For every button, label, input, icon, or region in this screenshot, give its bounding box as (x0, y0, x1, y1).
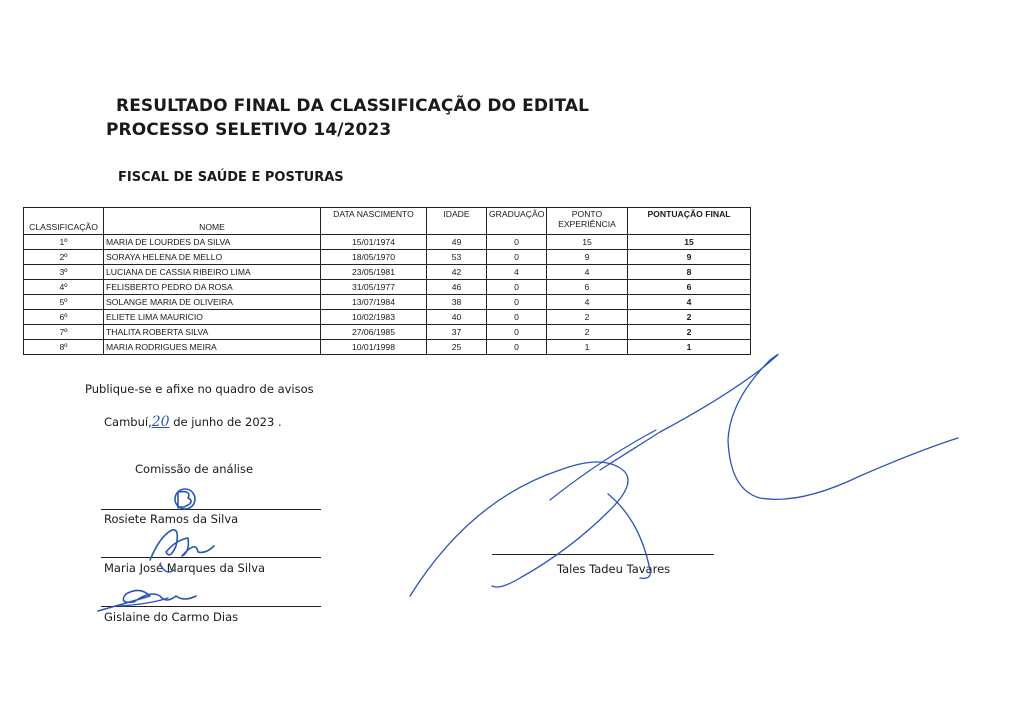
cell-pontuacao-final: 1 (628, 340, 751, 355)
cell-idade: 40 (427, 310, 487, 325)
header-pontuacao-final: PONTUAÇÃO FINAL (628, 208, 751, 235)
signature-tales (410, 354, 958, 596)
cell-classificacao: 1º (24, 235, 104, 250)
signature-gislaine (98, 590, 196, 611)
header-nome: NOME (104, 208, 321, 235)
cell-ponto-experiencia: 4 (547, 295, 628, 310)
cell-idade: 46 (427, 280, 487, 295)
cell-pontuacao-final: 8 (628, 265, 751, 280)
cell-ponto-experiencia: 6 (547, 280, 628, 295)
date-day: 20 (151, 414, 170, 430)
position-title: FISCAL DE SAÚDE E POSTURAS (118, 170, 344, 185)
cell-graduacao: 0 (487, 325, 547, 340)
cell-nome: SORAYA HELENA DE MELLO (104, 250, 321, 265)
cell-ponto-experiencia: 15 (547, 235, 628, 250)
cell-data-nascimento: 13/07/1984 (321, 295, 427, 310)
cell-graduacao: 0 (487, 310, 547, 325)
cell-pontuacao-final: 6 (628, 280, 751, 295)
signature-maria-jose (150, 530, 214, 572)
cell-pontuacao-final: 4 (628, 295, 751, 310)
cell-graduacao: 0 (487, 280, 547, 295)
cell-pontuacao-final: 2 (628, 310, 751, 325)
cell-nome: ELIETE LIMA MAURICIO (104, 310, 321, 325)
cell-graduacao: 0 (487, 235, 547, 250)
cell-data-nascimento: 31/05/1977 (321, 280, 427, 295)
header-graduacao: GRADUAÇÃO (487, 208, 547, 235)
cell-pontuacao-final: 2 (628, 325, 751, 340)
cell-ponto-experiencia: 2 (547, 310, 628, 325)
cell-classificacao: 7º (24, 325, 104, 340)
cell-nome: SOLANGE MARIA DE OLIVEIRA (104, 295, 321, 310)
cell-graduacao: 0 (487, 340, 547, 355)
cell-idade: 37 (427, 325, 487, 340)
date-rest: de junho de 2023 . (169, 415, 282, 429)
cell-classificacao: 8º (24, 340, 104, 355)
signatory-name-3: Gislaine do Carmo Dias (104, 610, 239, 624)
header-classificacao: CLASSIFICAÇÃO (24, 208, 104, 235)
header-ponto-experiencia: PONTO EXPERIÊNCIA (547, 208, 628, 235)
cell-graduacao: 0 (487, 295, 547, 310)
date-place: Cambuí, (104, 415, 152, 429)
cell-data-nascimento: 10/01/1998 (321, 340, 427, 355)
cell-classificacao: 2º (24, 250, 104, 265)
cell-data-nascimento: 18/05/1970 (321, 250, 427, 265)
cell-graduacao: 4 (487, 265, 547, 280)
cell-nome: FELISBERTO PEDRO DA ROSA (104, 280, 321, 295)
cell-data-nascimento: 23/05/1981 (321, 265, 427, 280)
committee-label: Comissão de análise (135, 462, 254, 476)
main-signatory-name: Tales Tadeu Tavares (557, 562, 671, 576)
cell-graduacao: 0 (487, 250, 547, 265)
cell-idade: 49 (427, 235, 487, 250)
cell-classificacao: 4º (24, 280, 104, 295)
cell-data-nascimento: 15/01/1974 (321, 235, 427, 250)
cell-data-nascimento: 10/02/1983 (321, 310, 427, 325)
header-idade: IDADE (427, 208, 487, 235)
cell-classificacao: 6º (24, 310, 104, 325)
cell-idade: 42 (427, 265, 487, 280)
cell-idade: 38 (427, 295, 487, 310)
cell-classificacao: 3º (24, 265, 104, 280)
cell-ponto-experiencia: 2 (547, 325, 628, 340)
header-data-nascimento: DATA NASCIMENTO (321, 208, 427, 235)
cell-ponto-experiencia: 1 (547, 340, 628, 355)
cell-nome: LUCIANA DE CASSIA RIBEIRO LIMA (104, 265, 321, 280)
document-title: RESULTADO FINAL DA CLASSIFICAÇÃO DO EDITAL (116, 96, 590, 116)
cell-classificacao: 5º (24, 295, 104, 310)
cell-idade: 53 (427, 250, 487, 265)
signatory-name-2: Maria José Marques da Silva (104, 561, 266, 575)
cell-pontuacao-final: 9 (628, 250, 751, 265)
cell-data-nascimento: 27/06/1985 (321, 325, 427, 340)
cell-idade: 25 (427, 340, 487, 355)
signatory-name-1: Rosiete Ramos da Silva (104, 512, 239, 526)
document-subtitle: PROCESSO SELETIVO 14/2023 (106, 120, 392, 140)
signature-rosiete (175, 489, 195, 509)
cell-nome: THALITA ROBERTA SILVA (104, 325, 321, 340)
publish-note: Publique-se e afixe no quadro de avisos (85, 382, 314, 396)
cell-ponto-experiencia: 9 (547, 250, 628, 265)
cell-nome: MARIA RODRIGUES MEIRA (104, 340, 321, 355)
cell-ponto-experiencia: 4 (547, 265, 628, 280)
cell-pontuacao-final: 15 (628, 235, 751, 250)
cell-nome: MARIA DE LOURDES DA SILVA (104, 235, 321, 250)
